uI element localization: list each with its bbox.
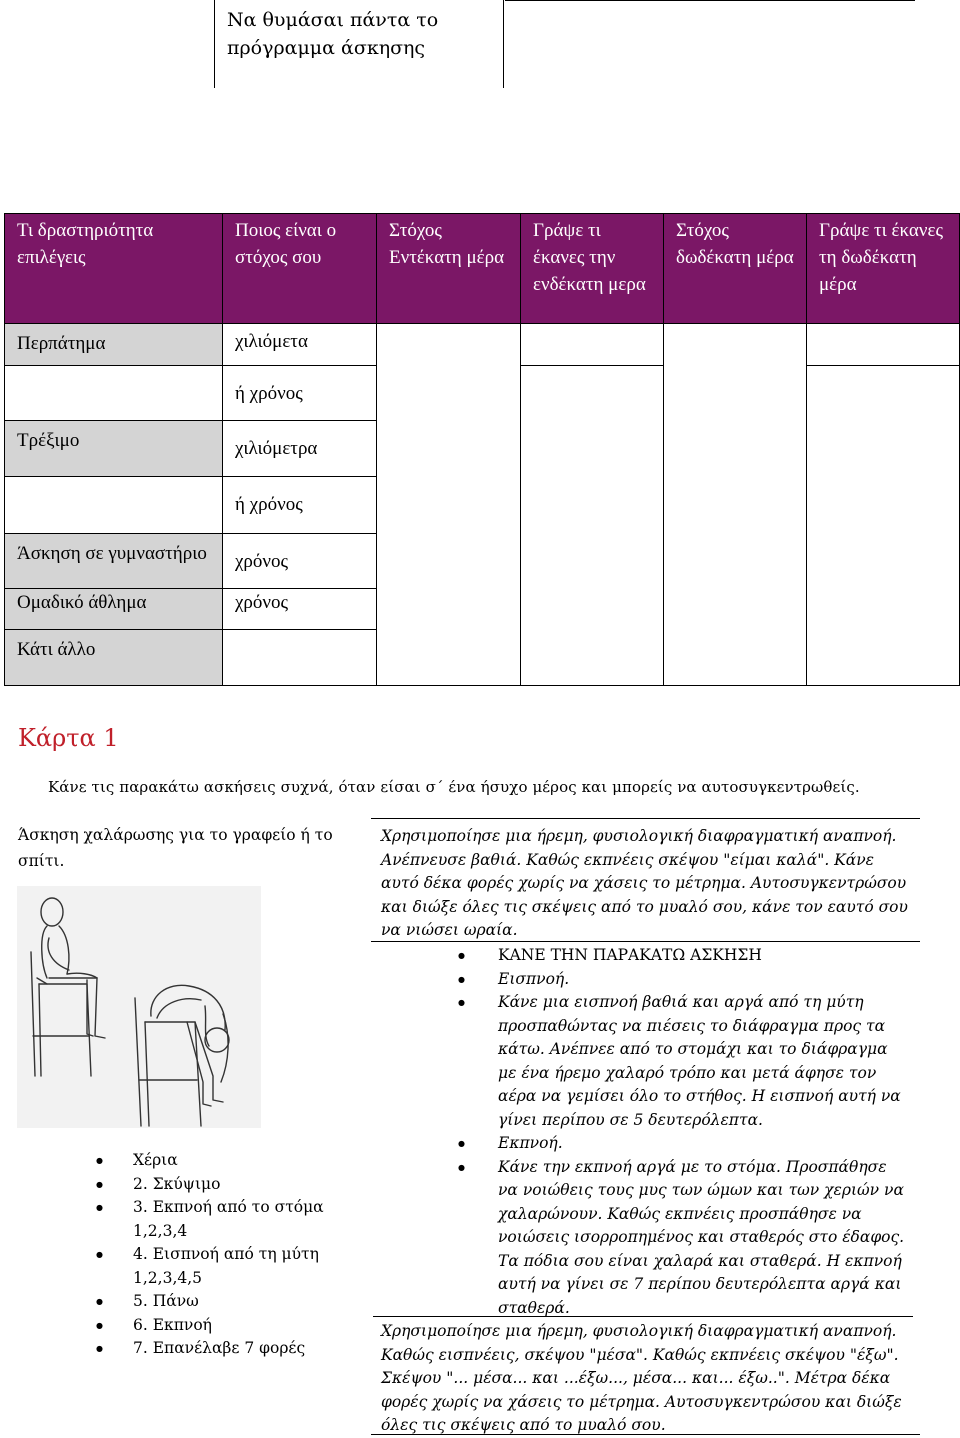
table-row <box>5 324 960 366</box>
relaxation-steps-list <box>96 1149 366 1361</box>
top-rule <box>505 0 915 1</box>
list-item: ● Εκπνοή. <box>458 1132 908 1156</box>
goal-cell: ή χρόνος <box>223 477 377 534</box>
seated-relaxation-figures-icon <box>17 886 261 1128</box>
activity-cell: Ομαδικό άθλημα <box>5 589 223 630</box>
activity-cell <box>5 366 223 421</box>
card-intro: Κάνε τις παρακάτω ασκήσεις συχνά, όταν είσαι σ΄ ένα ήσυχο μέρος και μπορείς να αυτοσυγκεντρωθείς. <box>48 778 860 796</box>
header-done-day-12: Γράψε τι έκανες τη δωδέκατη μέρα <box>807 214 960 324</box>
card-title: Κάρτα 1 <box>18 724 119 752</box>
header-done-day-11: Γράψε τι έκανες την ενδέκατη μερα <box>521 214 664 324</box>
table-header-row <box>5 214 960 324</box>
exercise-steps-list <box>458 944 908 1320</box>
target-day-12-cell[interactable] <box>664 324 807 686</box>
goal-cell: χρόνος <box>223 534 377 589</box>
done-day-11-cell[interactable] <box>521 324 664 366</box>
list-item: ● Χέρια <box>96 1149 366 1173</box>
breathing-instructions-text: Χρησιμοποίησε μια ήρεμη, φυσιολογική διαφραγματική αναπνοή. Ανέπνευσε βαθιά. Καθώς εκπνέεις σκέψου "είμαι καλά". Κάνε αυτό δέκα φορές χωρίς να χάσεις το μέτρημα. Αυτοσυγκεντρώσου και διώξε όλες τις σκέψεις από το μυαλό σου, κάνε τον εαυτό σου να νιώσει ωραία. <box>381 827 908 939</box>
goal-cell: ή χρόνος <box>223 366 377 421</box>
activity-cell: Περπάτημα <box>5 324 223 366</box>
activity-cell <box>5 477 223 534</box>
goal-cell <box>223 630 377 686</box>
list-item: ● 4. Εισπνοή από τη μύτη 1,2,3,4,5 <box>96 1243 366 1290</box>
list-item: ● Κάνε μια εισπνοή βαθιά και αργά από τη μύτη προσπαθώντας να πιέσεις το διάφραγμα προς τα κάτω. Ανέπνεε από το στομάχι και το διάφραγμα με ένα ήρεμο χαλαρό τρόπο και μετά άφησε τον αέρα να γεμίσει όλο το στήθος. Η εισπνοή αυτή να γίνει περίπου σε 5 δευτερόλεπτα. <box>458 991 908 1132</box>
list-item: ● 6. Εκπνοή <box>96 1314 366 1338</box>
header-target-day-12: Στόχος δωδέκατη μέρα <box>664 214 807 324</box>
list-item: ● Εισπνοή. <box>458 968 908 992</box>
activity-cell: Τρέξιμο <box>5 421 223 477</box>
goal-cell: χρόνος <box>223 589 377 630</box>
list-item: ● 7. Επανέλαβε 7 φορές <box>96 1337 366 1361</box>
divider <box>371 1434 920 1435</box>
list-item: ● 2. Σκύψιμο <box>96 1173 366 1197</box>
left-heading: Άσκηση χαλάρωσης για το γραφείο ή το σπίτι. <box>18 826 333 870</box>
divider <box>373 1316 913 1317</box>
list-item: ● Κάνε την εκπνοή αργά με το στόμα. Προσπάθησε να νοιώθεις τους μυς των ώμων και των χεριών να χαλαρώνουν. Καθώς εκπνέεις προσπάθησε να νοιώσεις ισορροπημένος και σταθερός στο έδαφος. Τα πόδια σου είναι χαλαρά και σταθερά. Η εκπνοή αυτή να γίνει σε 7 περίπου δευτερόλεπτα αργά και σταθερά. <box>458 1156 908 1321</box>
reminder-box <box>214 0 504 88</box>
done-day-12-cell[interactable] <box>807 324 960 366</box>
goal-cell: χιλιόμετρα <box>223 421 377 477</box>
breathing-instructions-box <box>371 818 920 942</box>
activity-cell: Άσκηση σε γυμναστήριο <box>5 534 223 589</box>
target-day-11-cell[interactable] <box>377 324 521 686</box>
header-goal: Ποιος είναι ο στόχος σου <box>223 214 377 324</box>
header-target-day-11: Στόχος Εντέκατη μέρα <box>377 214 521 324</box>
list-item: ● 3. Εκπνοή από το στόμα 1,2,3,4 <box>96 1196 366 1243</box>
breathing-summary-text: Χρησιμοποίησε μια ήρεμη, φυσιολογική διαφραγματική αναπνοή. Καθώς εισπνέεις, σκέψου "μέσα". Καθώς εκπνέεις σκέψου "έξω". Σκέψου "... μέσα... και ...έξω..., μέσα... και... έξω..". Μέτρα δέκα φορές χωρίς να χάσεις το μέτρημα. Αυτοσυγκεντρώσου και διώξε όλες τις σκέψεις από το μυαλό σου. <box>381 1322 902 1434</box>
done-day-11-cell[interactable] <box>521 366 664 686</box>
done-day-12-cell[interactable] <box>807 366 960 686</box>
reminder-text: Να θυμάσαι πάντα το πρόγραμμα άσκησης <box>227 9 439 59</box>
goal-cell: χιλιόμετα <box>223 324 377 366</box>
activity-cell: Κάτι άλλο <box>5 630 223 686</box>
list-item: ● 5. Πάνω <box>96 1290 366 1314</box>
list-item: ● ΚΑΝΕ ΤΗΝ ΠΑΡΑΚΑΤΩ ΑΣΚΗΣΗ <box>458 944 908 968</box>
activity-table <box>4 213 960 686</box>
header-activity: Τι δραστηριότητα επιλέγεις <box>5 214 223 324</box>
